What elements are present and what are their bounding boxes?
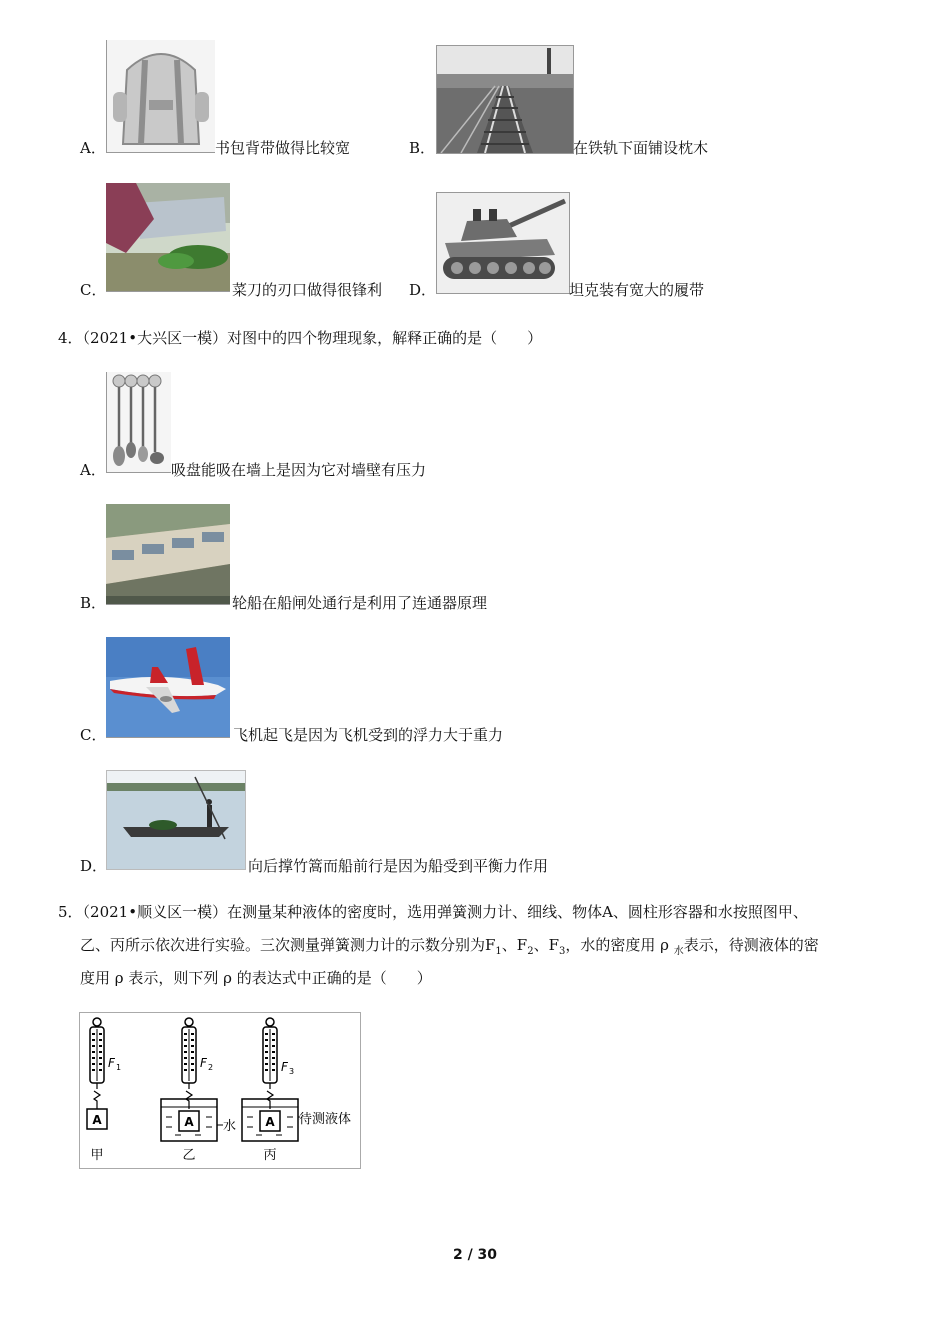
force-label-f2-sub: 2 <box>208 1063 214 1072</box>
force-label-f3-sub: 3 <box>289 1067 295 1076</box>
airplane-image <box>106 637 230 738</box>
subscript: 1 <box>495 946 502 957</box>
option-text: 飞机起飞是因为飞机受到的浮力大于重力 <box>233 726 504 744</box>
option-letter: C． <box>80 726 107 744</box>
question-stem-line-1 <box>58 896 878 929</box>
question-source: （2021•大兴区一模） <box>82 329 228 347</box>
option-text: 向后撑竹篙而船前行是因为船受到平衡力作用 <box>248 857 549 875</box>
page-number: 2 / 30 <box>452 1247 498 1263</box>
label-bing: 丙 <box>263 1148 277 1163</box>
scale-jia <box>87 1018 121 1163</box>
block-label: A <box>92 1113 102 1127</box>
option-text: 坦克装有宽大的履带 <box>569 281 705 299</box>
question-number: 4． <box>58 329 83 347</box>
option-letter: A． <box>80 461 106 479</box>
option-letter: C． <box>80 281 107 299</box>
suction-hooks-image <box>106 372 171 473</box>
option-letter: B． <box>80 594 107 612</box>
option-text: 在铁轨下面铺设枕木 <box>573 139 709 157</box>
bamboo-boat-image <box>106 770 246 870</box>
subscript: 2 <box>527 946 534 957</box>
block-label: A <box>265 1115 275 1129</box>
stem-text: 、F <box>501 936 528 954</box>
subscript: 水 <box>673 946 684 957</box>
railway-track-image <box>436 45 574 154</box>
label-yi: 乙 <box>182 1148 196 1163</box>
stem-text: 、F <box>533 936 560 954</box>
option-letter: D． <box>80 857 108 875</box>
block-label: A <box>184 1115 194 1129</box>
subscript: 3 <box>559 946 566 957</box>
option-text: 轮船在船闸处通行是利用了连通器原理 <box>232 594 488 612</box>
option-text: 吸盘能吸在墙上是因为它对墙壁有压力 <box>171 461 427 479</box>
liquid-label: 待测液体 <box>299 1112 352 1127</box>
water-label: 水 <box>223 1119 237 1134</box>
stem-text: ，水的密度用 ρ <box>565 936 674 954</box>
stem-text: 乙、丙所示依次进行实验。三次测量弹簧测力计的示数分别为F <box>80 936 496 954</box>
kitchen-knife-image <box>106 183 230 292</box>
scale-bing <box>242 1018 351 1163</box>
question-text: 在测量某种液体的密度时，选用弹簧测力计、细线、物体A、圆柱形容器和水按照图甲、 <box>227 903 808 921</box>
force-label-f2: F <box>200 1056 207 1070</box>
spring-scale-diagram <box>79 1012 361 1169</box>
ship-lock-image <box>106 504 230 605</box>
option-letter: B． <box>409 139 436 157</box>
option-text: 菜刀的刃口做得很锋利 <box>232 281 383 299</box>
tank-image <box>436 192 570 294</box>
option-letter: A． <box>80 139 106 157</box>
option-text: 书包背带做得比较宽 <box>215 139 351 157</box>
scale-yi <box>161 1018 236 1163</box>
question-source: （2021•顺义区一模） <box>82 903 228 921</box>
question-number: 5． <box>58 903 83 921</box>
force-label-f1: F <box>108 1056 115 1070</box>
backpack-image <box>106 40 215 153</box>
question-stem <box>58 328 542 348</box>
stem-text: 表示，待测液体的密 <box>683 936 819 954</box>
question-stem-line-3 <box>80 962 900 995</box>
label-jia: 甲 <box>90 1148 104 1163</box>
force-label-f1-sub: 1 <box>116 1063 122 1072</box>
question-text: 度用 ρ 表示，则下列 ρ 的表达式中正确的是（ ） <box>80 969 432 987</box>
option-letter: D． <box>409 281 437 299</box>
force-label-f3: F <box>281 1060 288 1074</box>
question-text: 对图中的四个物理现象，解释正确的是（ ） <box>227 329 543 347</box>
